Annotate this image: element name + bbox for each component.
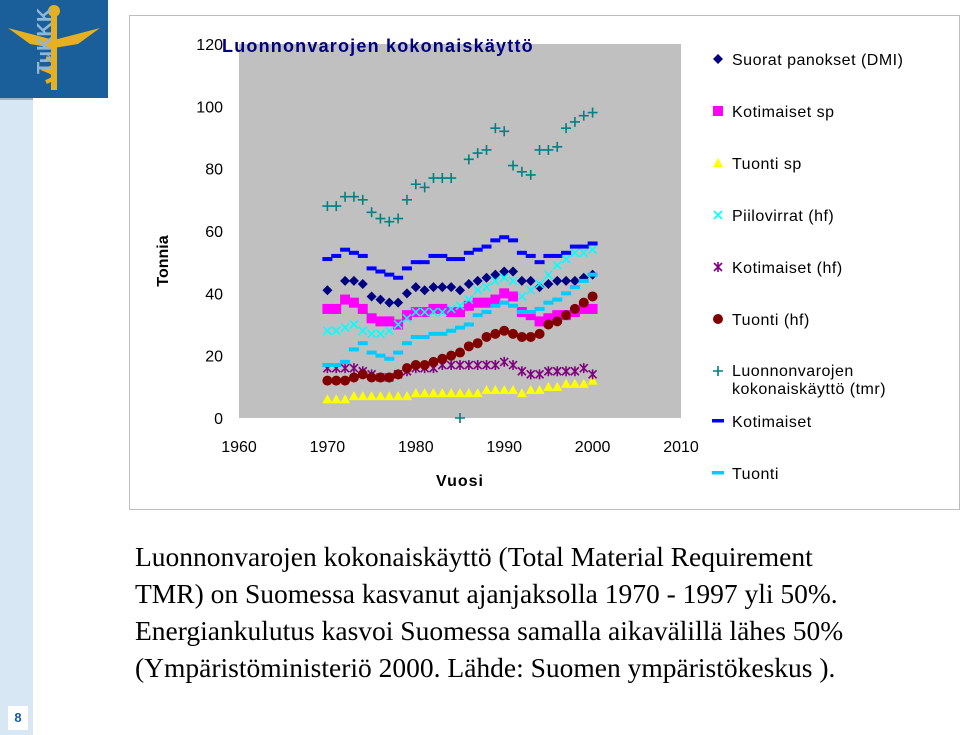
- data-point: [579, 245, 589, 249]
- data-point: [331, 304, 341, 314]
- data-point: [322, 363, 332, 367]
- data-point: [349, 372, 359, 382]
- legend-entry: [713, 156, 802, 173]
- data-point: [570, 245, 580, 249]
- data-point: [490, 304, 500, 308]
- data-point: [490, 329, 500, 339]
- data-point: [490, 295, 500, 305]
- data-point: [393, 276, 403, 280]
- data-point: [526, 254, 536, 258]
- page-number: 8: [8, 706, 28, 730]
- data-point: [367, 372, 377, 382]
- legend-label: Piilovirrat (hf): [732, 208, 835, 225]
- y-tick-label: 100: [196, 99, 223, 117]
- data-point: [420, 360, 430, 370]
- x-axis-label: Vuosi: [436, 473, 484, 490]
- data-point: [588, 273, 598, 277]
- tmr-chart: [130, 16, 959, 509]
- data-point: [579, 279, 589, 283]
- legend-entry: [713, 104, 835, 121]
- data-point: [482, 298, 492, 308]
- y-tick-label: 0: [214, 411, 223, 428]
- chart-title: Luonnonvarojen kokonaiskäyttö: [222, 36, 534, 56]
- legend-label: Tuonti: [732, 466, 779, 483]
- y-tick-label: 60: [205, 224, 223, 241]
- y-axis-label: Tonnia: [155, 235, 172, 287]
- data-point: [367, 313, 377, 323]
- data-point: [561, 310, 571, 320]
- data-point: [375, 316, 385, 326]
- legend-entry: [712, 414, 812, 431]
- legend-marker: [714, 211, 722, 219]
- data-point: [490, 238, 500, 242]
- data-point: [588, 304, 598, 314]
- data-point: [561, 251, 571, 255]
- data-point: [464, 251, 474, 255]
- data-point: [446, 329, 456, 333]
- legend-entry: [713, 52, 903, 69]
- data-point: [375, 270, 385, 274]
- data-point: [535, 307, 545, 311]
- data-point: [331, 363, 341, 367]
- side-strip: [0, 0, 33, 735]
- data-point: [499, 326, 509, 336]
- data-point: [384, 316, 394, 326]
- data-point: [340, 295, 350, 305]
- data-point: [508, 238, 518, 242]
- data-point: [384, 357, 394, 361]
- data-point: [561, 291, 571, 295]
- data-point: [340, 376, 350, 386]
- data-point: [552, 316, 562, 326]
- y-tick-label: 20: [205, 348, 223, 366]
- data-point: [358, 304, 368, 314]
- chart-frame: [129, 15, 960, 510]
- data-point: [358, 254, 368, 258]
- data-point: [384, 372, 394, 382]
- data-point: [340, 248, 350, 252]
- data-point: [570, 285, 580, 289]
- data-point: [473, 338, 483, 348]
- legend-label: Kotimaiset sp: [732, 104, 835, 121]
- legend-label: Kotimaiset: [732, 414, 812, 431]
- data-point: [473, 248, 483, 252]
- data-point: [482, 245, 492, 249]
- data-point: [367, 266, 377, 270]
- legend-label: Suorat panokset (DMI): [732, 52, 904, 69]
- logo-text: TuKKK: [34, 7, 56, 74]
- data-point: [375, 354, 385, 358]
- data-point: [437, 254, 447, 258]
- data-point: [517, 251, 527, 255]
- data-point: [393, 369, 403, 379]
- data-point: [428, 254, 438, 258]
- data-point: [579, 298, 589, 308]
- data-point: [384, 273, 394, 277]
- legend-entry: [712, 466, 779, 483]
- data-point: [464, 341, 474, 351]
- caption-line-1: Luonnonvarojen kokonaiskäyttö (Total Material Requirement: [135, 541, 813, 572]
- data-point: [588, 291, 598, 301]
- data-point: [588, 241, 598, 245]
- data-point: [543, 301, 553, 305]
- x-tick-label: 1980: [398, 439, 434, 456]
- data-point: [331, 376, 341, 386]
- data-point: [437, 354, 447, 364]
- legend-entry: [714, 208, 834, 225]
- y-tick-label: 120: [196, 37, 223, 54]
- data-point: [552, 298, 562, 302]
- x-tick-label: 2000: [574, 439, 611, 456]
- legend-label: Tuonti sp: [732, 156, 802, 173]
- data-point: [473, 313, 483, 317]
- caption-line-2: TMR) on Suomessa kasvanut ajanjaksolla 1970 - 1997 yli 50%.: [135, 578, 838, 609]
- data-point: [437, 332, 447, 336]
- y-tick-label: 80: [205, 161, 223, 179]
- data-point: [420, 335, 430, 339]
- legend-label: Kotimaiset (hf): [732, 260, 843, 277]
- caption-text: [135, 538, 955, 686]
- legend-entry: [713, 312, 810, 329]
- data-point: [393, 351, 403, 355]
- x-tick-label: 1970: [309, 439, 346, 456]
- data-point: [349, 298, 359, 308]
- data-point: [322, 304, 332, 314]
- data-point: [402, 341, 412, 345]
- legend-marker: [714, 262, 722, 272]
- tukkk-logo: [0, 0, 108, 98]
- data-point: [358, 369, 368, 379]
- data-point: [428, 357, 438, 367]
- data-point: [455, 326, 465, 330]
- data-point: [455, 348, 465, 358]
- y-tick-label: 40: [205, 286, 223, 304]
- data-point: [473, 298, 483, 308]
- data-point: [482, 310, 492, 314]
- data-point: [349, 251, 359, 255]
- data-point: [464, 323, 474, 327]
- data-point: [543, 320, 553, 330]
- data-point: [331, 254, 341, 258]
- data-point: [499, 301, 509, 305]
- data-point: [402, 363, 412, 373]
- legend-marker: [713, 314, 723, 324]
- legend-marker: [713, 366, 723, 376]
- legend-marker: [713, 106, 723, 116]
- data-point: [552, 254, 562, 258]
- data-point: [446, 257, 456, 261]
- legend-marker: [713, 54, 723, 64]
- x-tick-label: 1960: [221, 439, 257, 456]
- data-point: [367, 351, 377, 355]
- data-point: [570, 304, 580, 314]
- data-point: [535, 316, 545, 326]
- legend-label: Luonnonvarojen: [732, 363, 854, 380]
- data-point: [543, 254, 553, 258]
- data-point: [535, 260, 545, 264]
- legend-marker: [712, 419, 724, 423]
- caption-line-4: (Ympäristöministeriö 2000. Lähde: Suomen ympäristökeskus ).: [135, 652, 836, 683]
- data-point: [411, 360, 421, 370]
- data-point: [322, 257, 332, 261]
- data-point: [508, 291, 518, 301]
- data-point: [420, 260, 430, 264]
- data-point: [517, 310, 527, 314]
- legend-marker: [713, 158, 723, 167]
- legend-label: Tuonti (hf): [732, 312, 810, 329]
- data-point: [499, 288, 509, 298]
- data-point: [526, 332, 536, 342]
- data-point: [411, 260, 421, 264]
- legend-label-cont: kokonaiskäyttö (tmr): [732, 381, 887, 398]
- data-point: [411, 335, 421, 339]
- data-point: [358, 341, 368, 345]
- data-point: [535, 329, 545, 339]
- caption-line-3: Energiankulutus kasvoi Suomessa samalla aikavälillä lähes 50%: [135, 615, 844, 646]
- data-point: [375, 372, 385, 382]
- data-point: [499, 235, 509, 239]
- legend-entry: [713, 363, 886, 398]
- data-point: [428, 332, 438, 336]
- x-tick-label: 1990: [486, 439, 522, 456]
- data-point: [482, 332, 492, 342]
- data-point: [340, 360, 350, 364]
- data-point: [508, 329, 518, 339]
- data-point: [446, 351, 456, 361]
- data-point: [517, 332, 527, 342]
- x-tick-label: 2010: [663, 439, 699, 456]
- legend-entry: [714, 260, 843, 277]
- data-point: [455, 257, 465, 261]
- data-point: [349, 347, 359, 351]
- data-point: [526, 310, 536, 314]
- legend-marker: [712, 471, 724, 475]
- data-point: [508, 304, 518, 308]
- data-point: [402, 266, 412, 270]
- data-point: [322, 376, 332, 386]
